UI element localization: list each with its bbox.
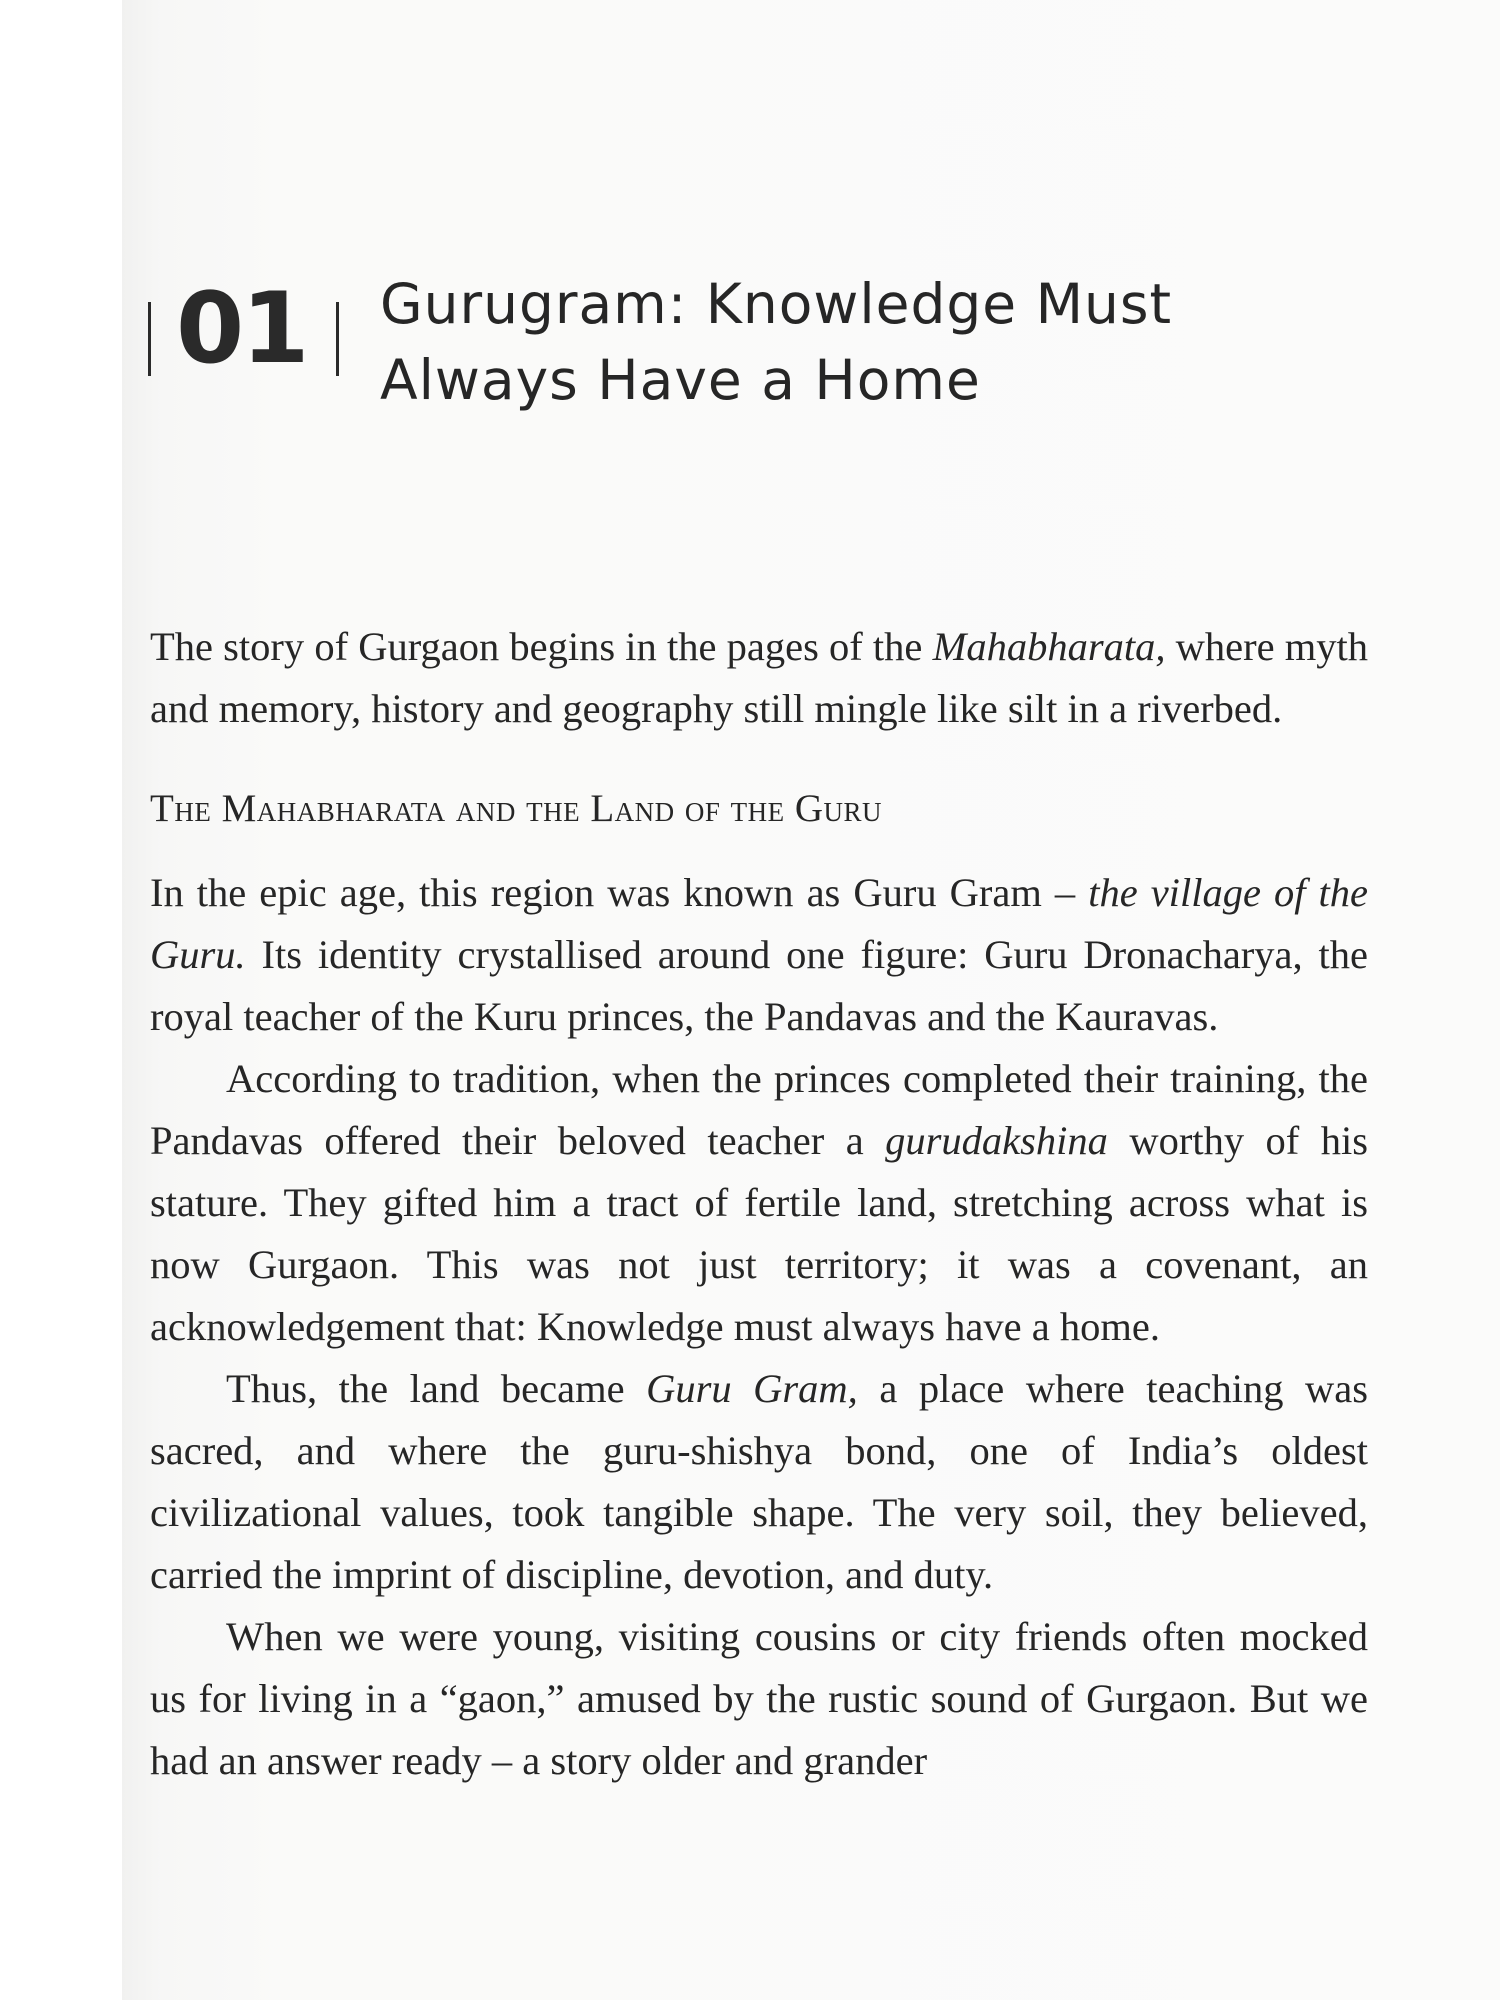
paragraph-tradition-text-b: worthy of his stature. They gifted him a tract of fertile land, stretching across what is now Gurgaon. This was not just territory; it was a covenant, an acknowledgement that: Knowledge must always have a home. bbox=[150, 1118, 1368, 1349]
paragraph-guru-gram-emphasis: Guru Gram, bbox=[646, 1366, 858, 1411]
paragraph-intro-text-a: The story of Gurgaon begins in the pages of the bbox=[150, 624, 933, 669]
paragraph-tradition-text-a: According to tradition, when the princes completed their training, the Pandavas offered their beloved teacher a bbox=[150, 1056, 1368, 1163]
paragraph-epic-age-text-b: Its identity crystallised around one figure: Guru Dronacharya, the royal teacher of the Kuru princes, the Pandavas and the Kauravas. bbox=[150, 932, 1368, 1039]
paragraph-guru-gram-text-a: Thus, the land became bbox=[226, 1366, 647, 1411]
paragraph-epic-age-text-a: In the epic age, this region was known as Guru Gram – bbox=[150, 870, 1089, 915]
paragraph-guru-gram-text-b: a place where teaching was sacred, and where the guru-shishya bond, one of India’s oldest civilizational values, took tangible shape. The very soil, they believed, carried the imprint of discipline, devotion, and duty. bbox=[150, 1366, 1368, 1597]
chapter-header bbox=[140, 262, 1340, 432]
section-heading: The Mahabharata and the Land of the Guru bbox=[150, 787, 883, 830]
paragraph-intro-text-b: where myth and memory, history and geography still mingle like silt in a riverbed. bbox=[150, 624, 1368, 731]
chapter-number-left-rule bbox=[148, 302, 151, 376]
paragraph-guru-gram bbox=[150, 1358, 1368, 1606]
chapter-number-right-rule bbox=[336, 302, 339, 376]
paragraph-epic-age-emphasis: the village of the Guru. bbox=[150, 870, 1368, 977]
paragraph-epic-age bbox=[150, 862, 1368, 1048]
paragraph-childhood: When we were young, visiting cousins or city friends often mocked us for living in a “gaon,” amused by the rustic sound of Gurgaon. But we had an answer ready – a story older and grander bbox=[150, 1614, 1368, 1783]
chapter-number: 01 bbox=[176, 272, 307, 386]
paragraph-tradition bbox=[150, 1048, 1368, 1358]
paragraph-intro-emphasis: Mahabharata, bbox=[932, 624, 1166, 669]
chapter-title-line-1: Gurugram: Knowledge Must bbox=[380, 272, 1173, 336]
chapter-title-line-2: Always Have a Home bbox=[380, 348, 981, 412]
paragraph-tradition-emphasis: gurudakshina bbox=[885, 1118, 1108, 1163]
chapter-title bbox=[380, 266, 1340, 418]
body-text bbox=[150, 616, 1368, 1792]
paragraph-intro bbox=[150, 616, 1368, 740]
